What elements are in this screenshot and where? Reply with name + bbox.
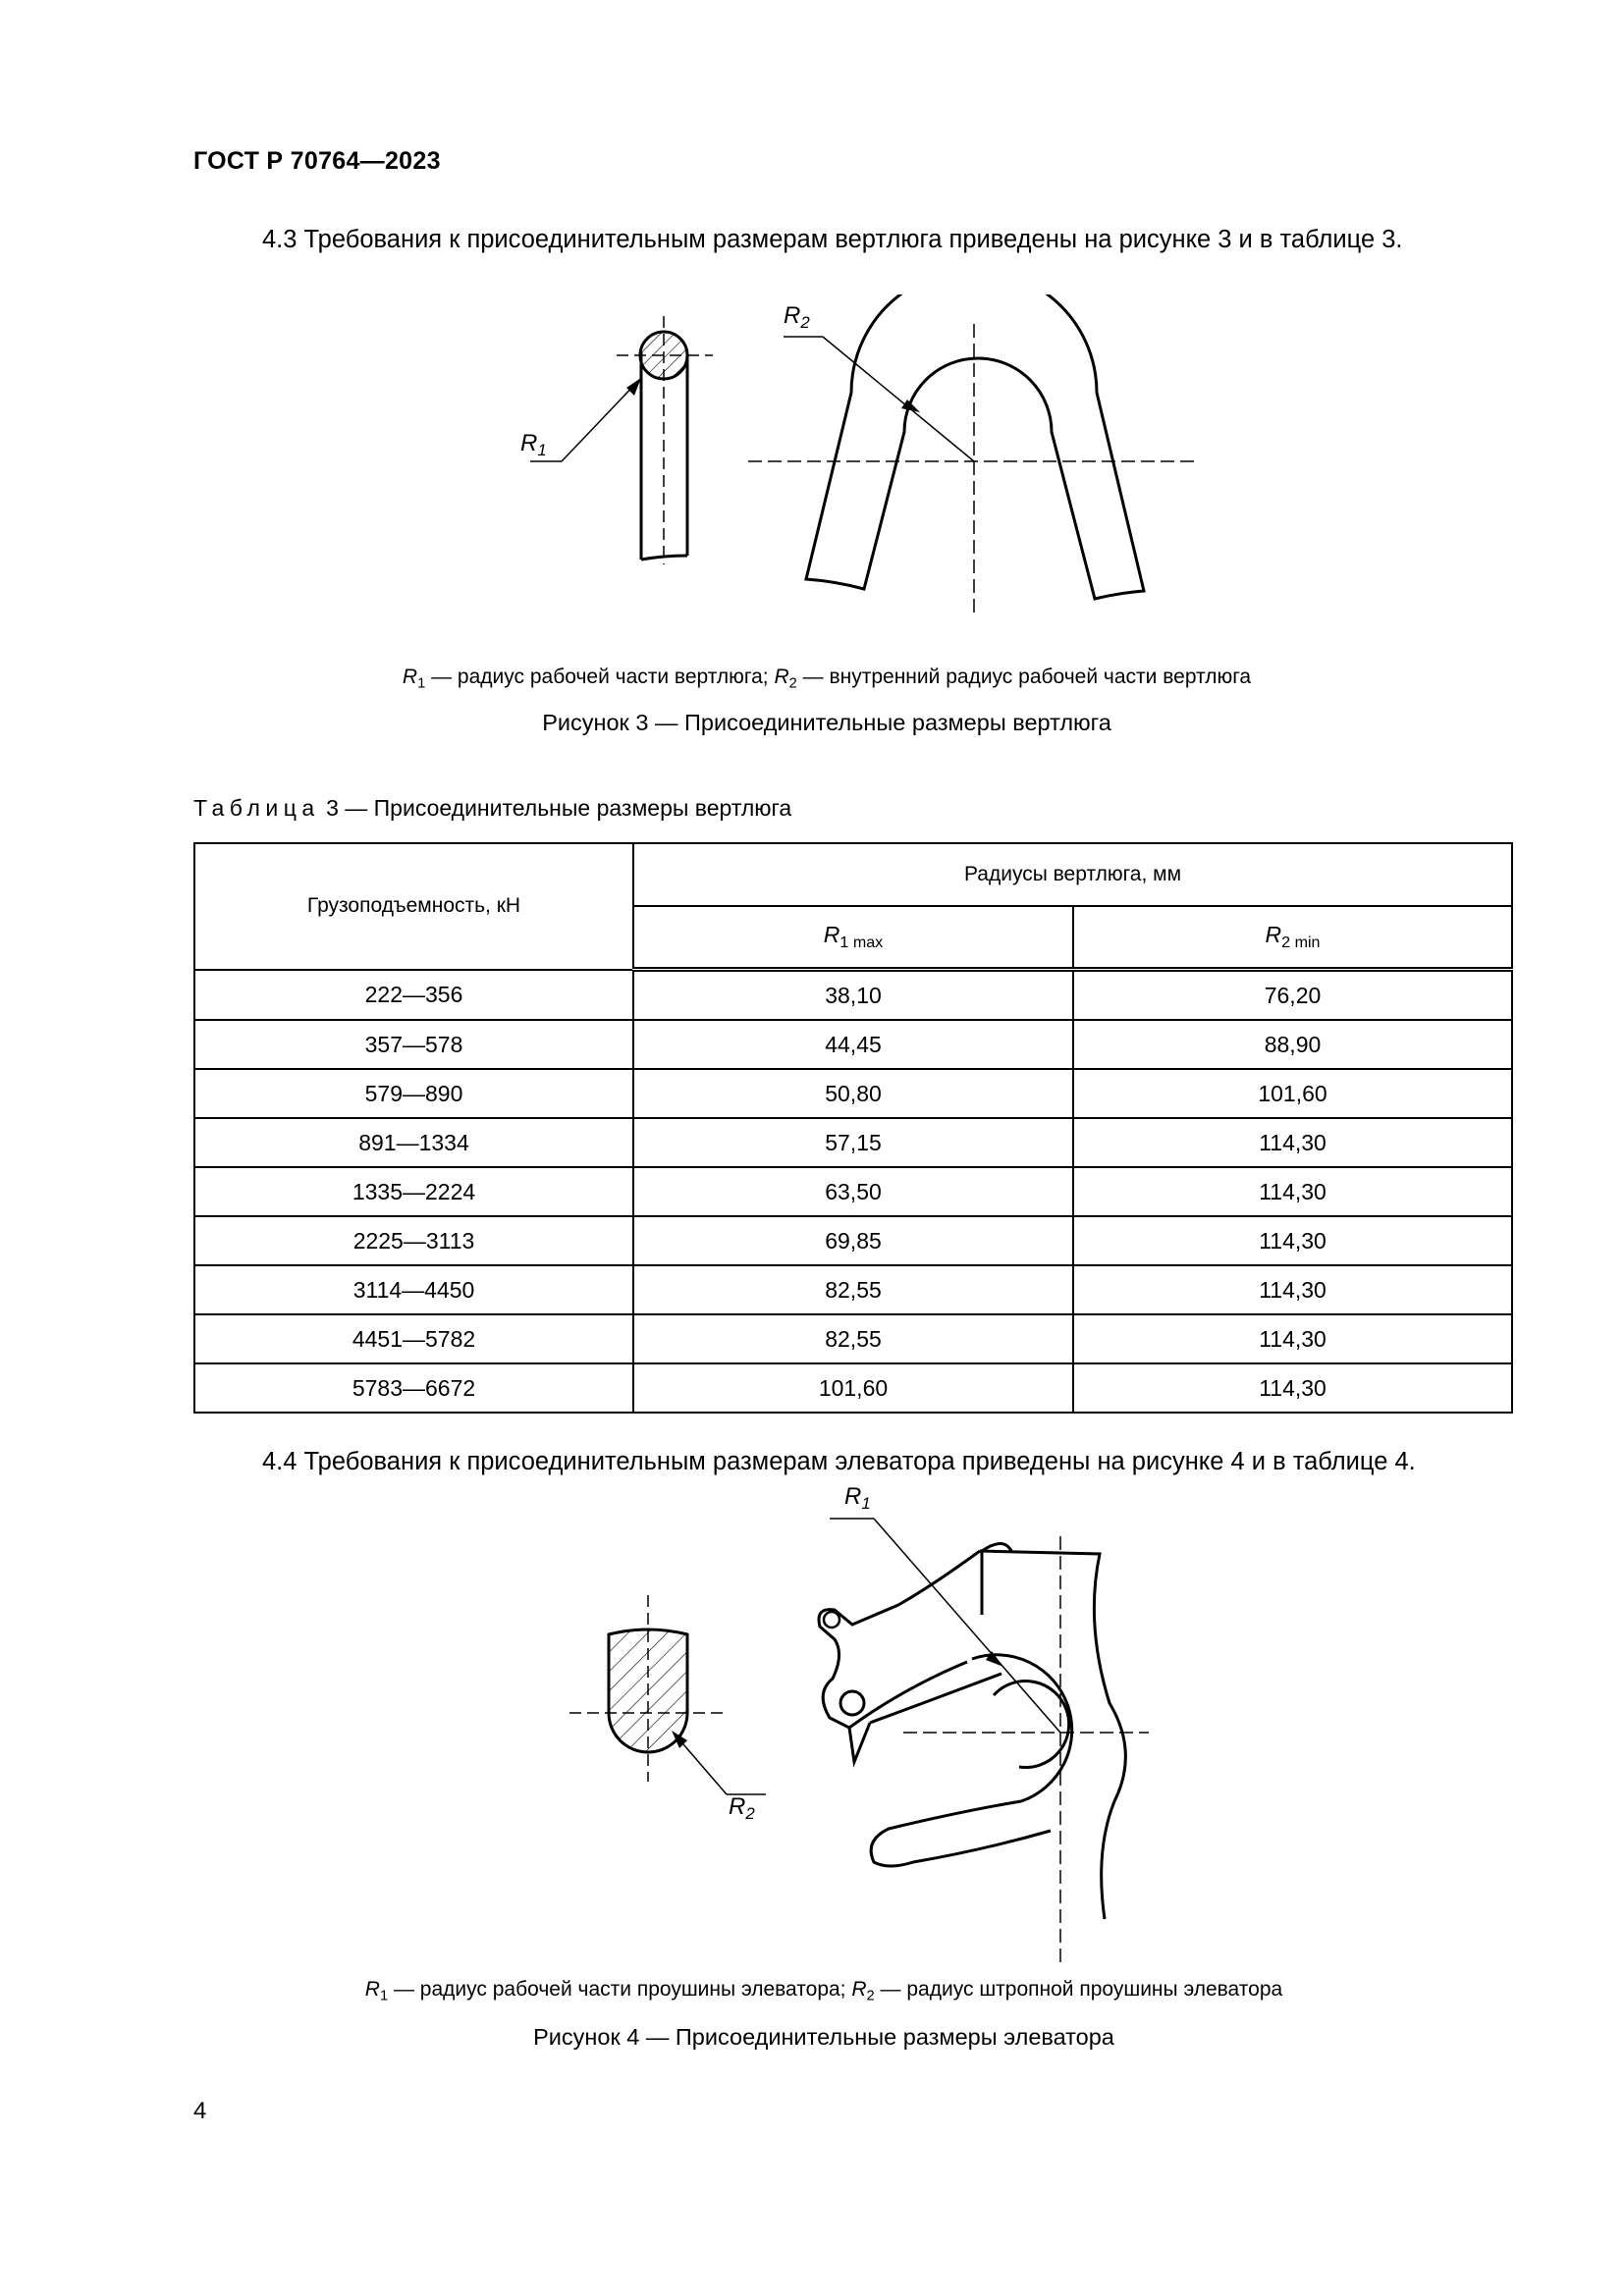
table-3-header-radii: Радиусы вертлюга, мм bbox=[633, 843, 1512, 906]
cell-r2: 114,30 bbox=[1073, 1314, 1512, 1363]
figure-3-caption: Рисунок 3 — Присоединительные размеры вертлюга bbox=[542, 710, 1111, 735]
figure-4-label-r1: $R_1$ bbox=[844, 1483, 871, 1514]
cell-r2: 88,90 bbox=[1073, 1020, 1512, 1069]
page-number: 4 bbox=[193, 2098, 207, 2124]
section-4-3-text: 4.3 Требования к присоединительным размерам вертлюга приведены на рисунке 3 и в таблице 3. bbox=[262, 226, 1403, 253]
cell-r2: 114,30 bbox=[1073, 1118, 1512, 1167]
figure-3-legend: $R_1$ — радиус рабочей части вертлюга; $R_2$ — внутренний радиус рабочей части вертлюга bbox=[402, 666, 1252, 692]
elevator-link-eye-section bbox=[569, 1595, 766, 1794]
section-4-4-text: 4.4 Требования к присоединительным размерам элеватора приведены на рисунке 4 и в таблице 4. bbox=[262, 1448, 1416, 1475]
figure-3-drawing bbox=[491, 294, 1218, 633]
cell-r1: 101,60 bbox=[633, 1363, 1073, 1413]
cell-capacity: 5783—6672 bbox=[194, 1363, 633, 1413]
cell-capacity: 2225—3113 bbox=[194, 1216, 633, 1265]
document-header: ГОСТ Р 70764—2023 bbox=[193, 147, 441, 175]
table-row bbox=[194, 1020, 1512, 1069]
cell-capacity: 357—578 bbox=[194, 1020, 633, 1069]
swivel-rod-section bbox=[530, 316, 713, 564]
cell-capacity: 579—890 bbox=[194, 1069, 633, 1118]
table-row bbox=[194, 1314, 1512, 1363]
figure-3-label-r1: $R_1$ bbox=[520, 430, 547, 460]
cell-capacity: 891—1334 bbox=[194, 1118, 633, 1167]
cell-capacity: 222—356 bbox=[194, 970, 633, 1021]
table-3-header-r1: $R_{1 max}$ bbox=[633, 906, 1073, 970]
swivel-bail bbox=[748, 294, 1198, 618]
table-row bbox=[194, 1363, 1512, 1413]
cell-r2: 114,30 bbox=[1073, 1216, 1512, 1265]
elevator-body bbox=[692, 1519, 1149, 1968]
table-row bbox=[194, 1216, 1512, 1265]
table-row bbox=[194, 1118, 1512, 1167]
table-3-header-r2: $R_{2 min}$ bbox=[1073, 906, 1512, 970]
table-3-title: Таблица 3 — Присоединительные размеры вертлюга bbox=[193, 795, 792, 821]
cell-capacity: 3114—4450 bbox=[194, 1265, 633, 1314]
figure-4-legend: $R_1$ — радиус рабочей части проушины элеватора; $R_2$ — радиус штропной проушины элеватора bbox=[364, 1978, 1283, 2004]
cell-r1: 82,55 bbox=[633, 1314, 1073, 1363]
cell-r2: 114,30 bbox=[1073, 1265, 1512, 1314]
cell-r2: 114,30 bbox=[1073, 1167, 1512, 1216]
cell-r1: 82,55 bbox=[633, 1265, 1073, 1314]
cell-r2: 101,60 bbox=[1073, 1069, 1512, 1118]
figure-4-drawing bbox=[550, 1483, 1159, 1968]
table-row bbox=[194, 1265, 1512, 1314]
table-3-header-capacity: Грузоподъемность, кН bbox=[194, 843, 633, 970]
cell-r1: 57,15 bbox=[633, 1118, 1073, 1167]
cell-r2: 114,30 bbox=[1073, 1363, 1512, 1413]
cell-r1: 50,80 bbox=[633, 1069, 1073, 1118]
cell-capacity: 4451—5782 bbox=[194, 1314, 633, 1363]
table-row bbox=[194, 1167, 1512, 1216]
cell-r1: 69,85 bbox=[633, 1216, 1073, 1265]
cell-capacity: 1335—2224 bbox=[194, 1167, 633, 1216]
table-3 bbox=[193, 842, 1513, 1414]
table-row bbox=[194, 1069, 1512, 1118]
cell-r1: 38,10 bbox=[633, 970, 1073, 1021]
figure-4-caption: Рисунок 4 — Присоединительные размеры элеватора bbox=[533, 2024, 1114, 2050]
cell-r1: 44,45 bbox=[633, 1020, 1073, 1069]
cell-r2: 76,20 bbox=[1073, 970, 1512, 1021]
table-row bbox=[194, 970, 1512, 1021]
figure-3-label-r2: $R_2$ bbox=[784, 302, 810, 333]
figure-4-label-r2: $R_2$ bbox=[729, 1793, 755, 1824]
cell-r1: 63,50 bbox=[633, 1167, 1073, 1216]
